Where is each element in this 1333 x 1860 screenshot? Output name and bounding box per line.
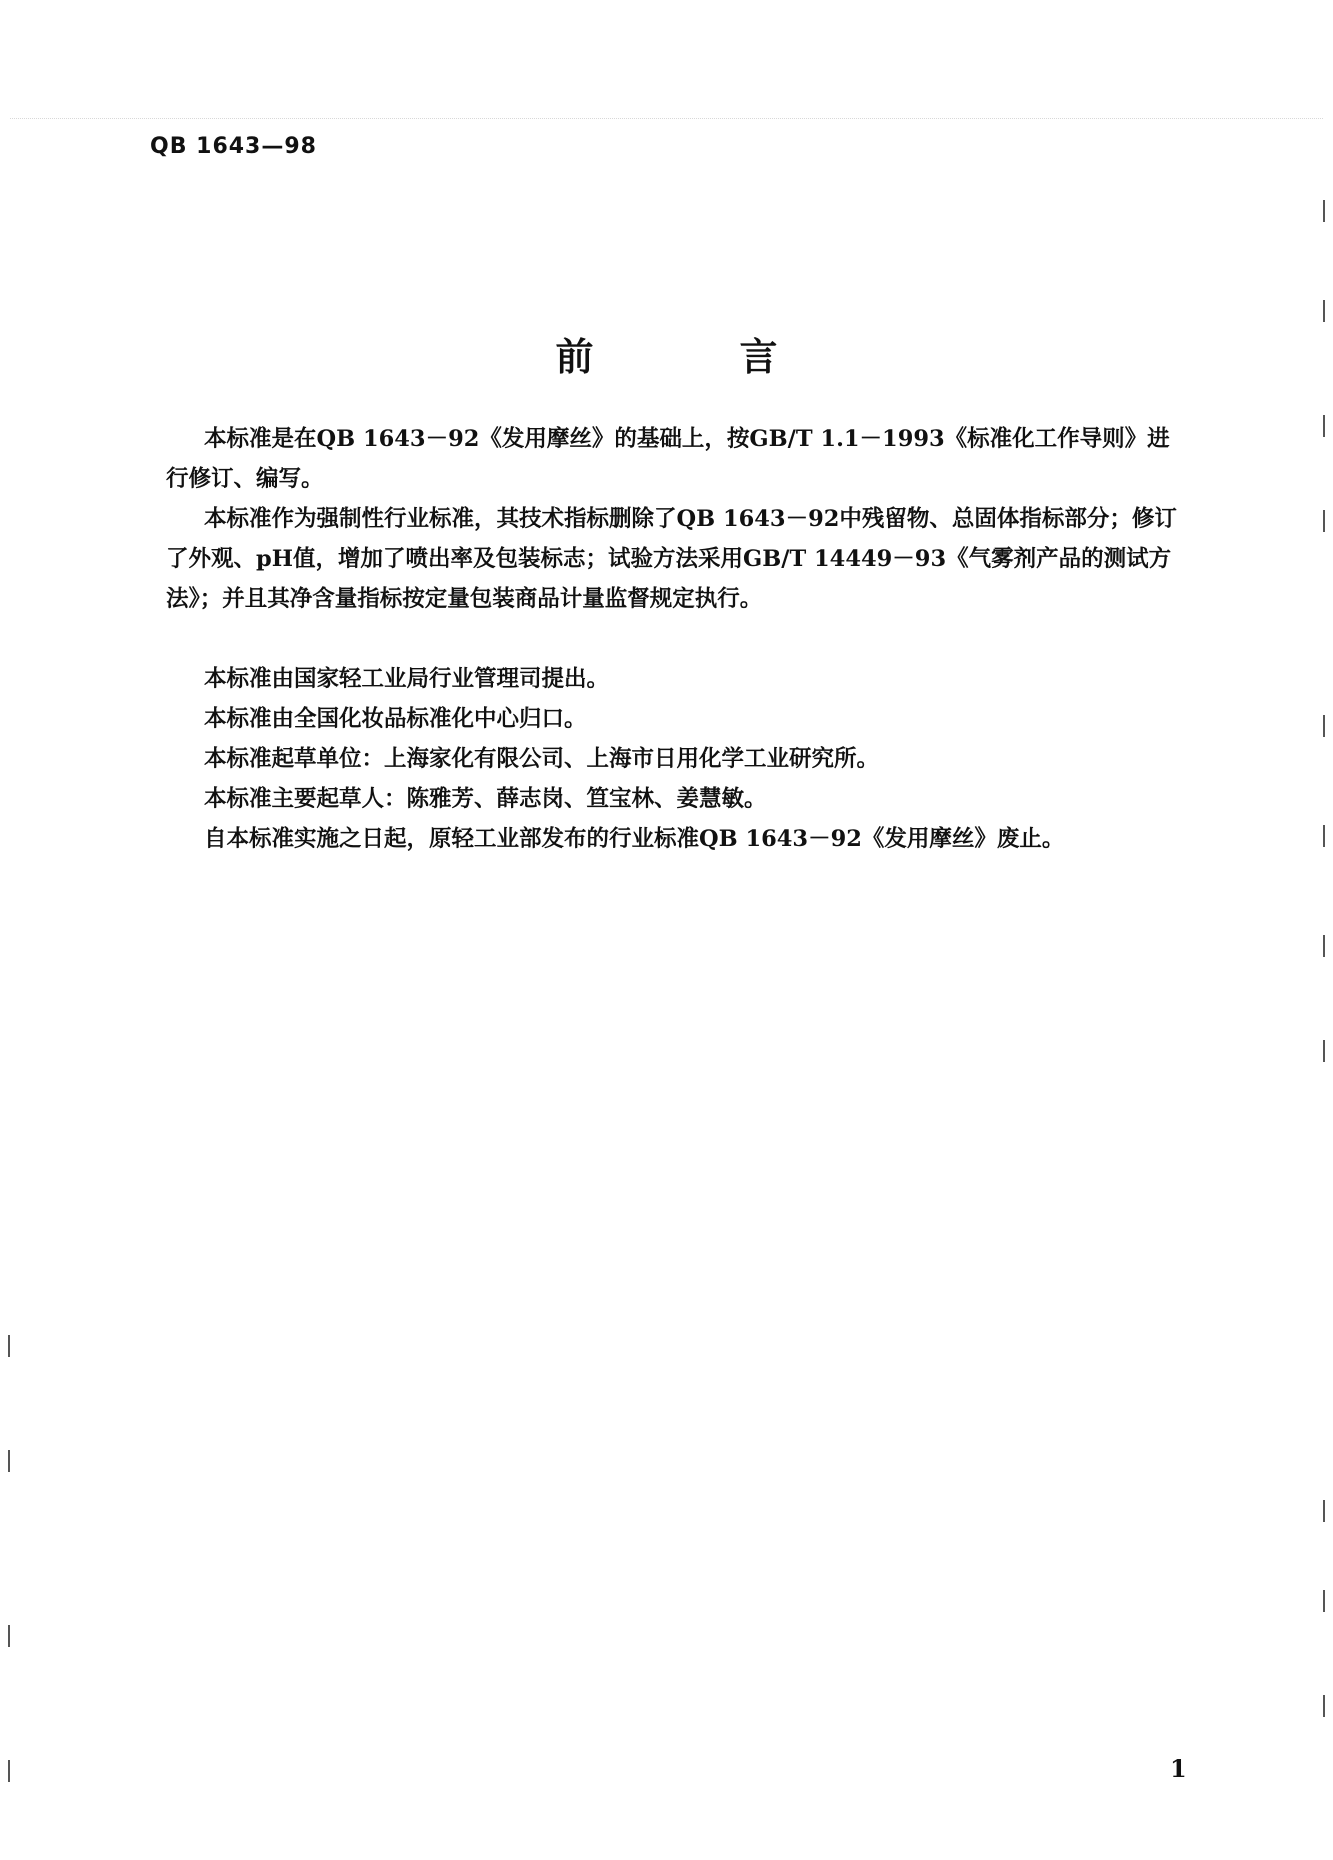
scan-edge-mark — [1323, 200, 1325, 222]
scan-edge-mark — [8, 1760, 10, 1782]
scan-edge-mark — [1323, 825, 1325, 847]
standard-code-header: QB 1643—98 — [150, 134, 317, 159]
scan-edge-mark — [1323, 935, 1325, 957]
paragraph-drafting-units: 本标准起草单位：上海家化有限公司、上海市日用化学工业研究所。 — [204, 746, 880, 772]
paragraph-centralized-by: 本标准由全国化妆品标准化中心归口。 — [204, 706, 587, 732]
paragraph-supersedes: 自本标准实施之日起，原轻工业部发布的行业标准QB 1643－92《发用摩丝》废止。 — [204, 826, 1065, 852]
scan-edge-mark — [1323, 1695, 1325, 1717]
scan-edge-mark — [1323, 1040, 1325, 1062]
page-number: 1 — [1170, 1754, 1187, 1783]
page-title: 前 言 — [555, 334, 832, 379]
paragraph-technical-changes: 本标准作为强制性行业标准，其技术指标删除了QB 1643－92中残留物、总固体指标部分；修订了外观、pH值，增加了喷出率及包装标志；试验方法采用GB/T 14449－93《气雾剂产品的测试方法》；并且其净含量指标按定量包装商品计量监督规定执行。 — [166, 506, 1177, 612]
paragraph-basis: 本标准是在QB 1643－92《发用摩丝》的基础上，按GB/T 1.1－1993《标准化工作导则》进行修订、编写。 — [166, 426, 1170, 492]
scan-edge-mark — [1323, 1590, 1325, 1612]
scan-edge-mark — [1323, 1500, 1325, 1522]
scan-edge-mark — [8, 1625, 10, 1647]
scan-edge-mark — [1323, 715, 1325, 737]
scan-artifact-rule — [10, 118, 1323, 119]
scan-edge-mark — [8, 1450, 10, 1472]
scan-edge-mark — [1323, 415, 1325, 437]
paragraph-drafters: 本标准主要起草人：陈雅芳、薛志岗、笪宝林、姜慧敏。 — [204, 786, 767, 812]
scan-edge-mark — [1323, 510, 1325, 532]
paragraph-proposer: 本标准由国家轻工业局行业管理司提出。 — [204, 666, 610, 692]
scan-edge-mark — [1323, 300, 1325, 322]
scan-edge-mark — [8, 1335, 10, 1357]
